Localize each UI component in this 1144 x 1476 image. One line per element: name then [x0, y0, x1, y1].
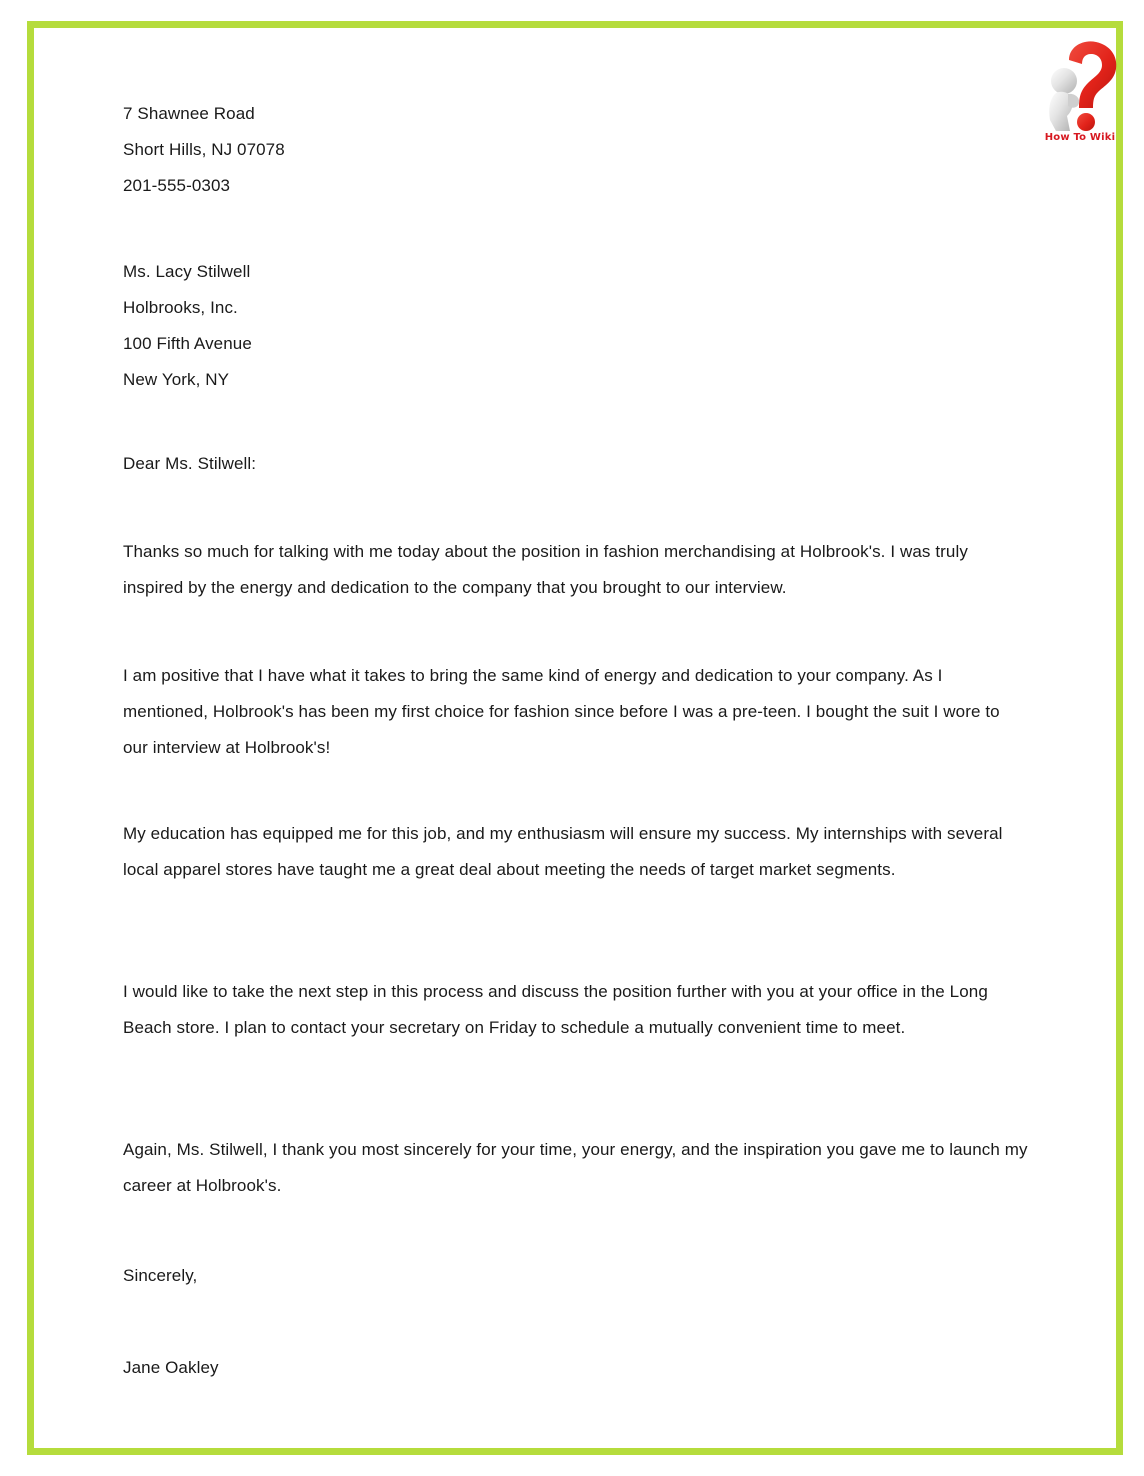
sender-address-line: Short Hills, NJ 07078: [123, 140, 285, 159]
recipient-address-line: Holbrooks, Inc.: [123, 298, 238, 317]
body-paragraph: Thanks so much for talking with me today about the position in fashion merchandising at Holbrook's. I was truly inspired by the energy and dedication to the company that you brought to our interview.: [123, 542, 968, 597]
body-paragraph: I would like to take the next step in this process and discuss the position further with you at your office in the Long Beach store. I plan to contact your secretary on Friday to schedule a mutually convenient time to meet.: [123, 982, 988, 1037]
logo-caption: How To Wiki: [1044, 132, 1116, 143]
how-to-wiki-logo: [1034, 36, 1126, 156]
recipient-address-block: [123, 254, 1023, 398]
sender-address-line: 7 Shawnee Road: [123, 104, 255, 123]
signature-name: Jane Oakley: [123, 1358, 219, 1377]
question-mark-icon: [1034, 36, 1126, 132]
body-paragraph: My education has equipped me for this job, and my enthusiasm will ensure my success. My internships with several local apparel stores have taught me a great deal about meeting the needs of target market segments.: [123, 824, 1003, 879]
recipient-address-line: Ms. Lacy Stilwell: [123, 262, 251, 281]
sender-address-line: 201-555-0303: [123, 176, 231, 195]
sender-address-block: [123, 96, 1023, 204]
salutation: Dear Ms. Stilwell:: [123, 454, 257, 473]
recipient-address-line: New York, NY: [123, 370, 230, 389]
body-paragraph: I am positive that I have what it takes to bring the same kind of energy and dedication to your company. As I mentioned, Holbrook's has been my first choice for fashion since before I was a pre-teen. I bought the suit I wore to our interview at Holbrook's!: [123, 666, 1000, 757]
body-paragraph: Again, Ms. Stilwell, I thank you most sincerely for your time, your energy, and the inspiration you gave me to launch my career at Holbrook's.: [123, 1140, 1028, 1195]
recipient-address-line: 100 Fifth Avenue: [123, 334, 252, 353]
closing-salutation: Sincerely,: [123, 1266, 198, 1285]
